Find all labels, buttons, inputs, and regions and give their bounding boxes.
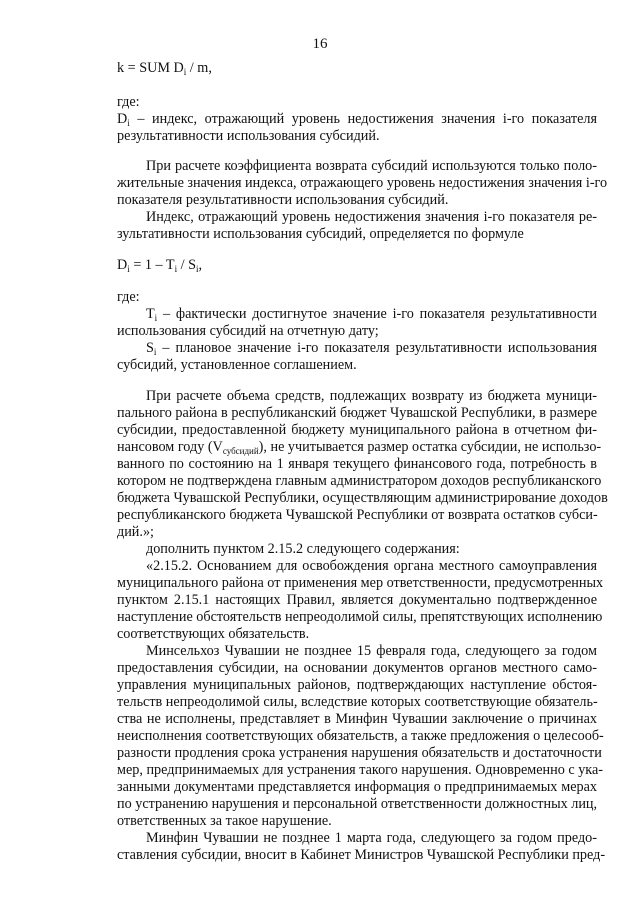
paragraph-line: жительные значения индекса, отражающего уровень недостижения значения i-го — [117, 175, 608, 191]
paragraph-line: пального района в республиканский бюджет Чувашской Республики, в размере — [117, 405, 597, 421]
paragraph-line: соответствующих обязательств. — [117, 626, 310, 642]
paragraph-line: неисполнения соответствующих обязательств, а также предложения о целесооб- — [117, 728, 604, 744]
paragraph-line: Минфин Чувашии не позднее 1 марта года, следующего за годом предо- — [146, 830, 597, 846]
paragraph-line: пунктом 2.15.1 настоящих Правил, является документально подтвержденное — [117, 592, 597, 608]
paragraph-line: дополнить пунктом 2.15.2 следующего содержания: — [146, 541, 460, 557]
paragraph-line: При расчете объема средств, подлежащих возврату из бюджета муници- — [146, 388, 597, 404]
paragraph-line: ответственных за такое нарушение. — [117, 813, 332, 829]
formula-d: $D_i = 1 - T_i / S_i$, — [117, 257, 203, 274]
paragraph-line: ства не исполнены, представляет в Минфин Чувашии заключение о причинах — [117, 711, 597, 727]
paragraph-line: предоставления субсидии, на основании документов органов местного само- — [117, 660, 597, 676]
paragraph-line: наступление обстоятельств непреодолимой силы, препятствующих исполнению — [117, 609, 603, 625]
paragraph-line: дий.»; — [117, 524, 154, 540]
definition-t: $T_i$ – фактически достигнутое значение i-го показателя результативности — [146, 306, 597, 323]
formula-k: k = SUM $D_i$ / m, — [117, 60, 212, 77]
paragraph-line: ставления субсидии, вносит в Кабинет Министров Чувашской Республики пред- — [117, 847, 606, 863]
paragraph-line: управления муниципальных районов, подтверждающих наступление обстоя- — [117, 677, 597, 693]
paragraph-line: зультативности использования субсидий, определяется по формуле — [117, 226, 524, 242]
paragraph-line: по устранению нарушения и персональной ответственности должностных лиц, — [117, 796, 598, 812]
paragraph-line: «2.15.2. Основанием для освобождения органа местного самоуправления — [146, 558, 597, 574]
definition-d: $D_i$ – индекс, отражающий уровень недостижения значения i-го показателя — [117, 111, 597, 128]
definition-t-cont: использования субсидий на отчетную дату; — [117, 323, 379, 339]
where-label: где: — [117, 94, 140, 110]
paragraph-line: тельств непреодолимой силы, вследствие которых соответствующие обязатель- — [117, 694, 598, 710]
definition-s-cont: субсидий, установленное соглашением. — [117, 357, 357, 373]
paragraph-line: мер, предпринимаемых для устранения такого нарушения. Одновременно с ука- — [117, 762, 603, 778]
paragraph-line: разности продления срока устранения нарушения обязательств и достаточности — [117, 745, 602, 761]
paragraph-line: Минсельхоз Чувашии не позднее 15 февраля года, следующего за годом — [146, 643, 597, 659]
paragraph-line: Индекс, отражающий уровень недостижения значения i-го показателя ре- — [146, 209, 597, 225]
paragraph-line: При расчете коэффициента возврата субсидий используются только поло- — [146, 158, 597, 174]
paragraph-line: ванного по состоянию на 1 января текущего финансового года, потребность в — [117, 456, 597, 472]
paragraph-line: котором не подтверждена главным администратором доходов республиканского — [117, 473, 602, 489]
paragraph-line: бюджета Чувашской Республики, осуществляющим администрирование доходов — [117, 490, 608, 506]
paragraph-line: показателя результативности использования субсидий. — [117, 192, 449, 208]
paragraph-line: нансовом году $(V_{субсидий})$, не учитывается размер остатка субсидии, не использо- — [117, 439, 602, 456]
paragraph-line: муниципального района от применения мер ответственности, предусмотренных — [117, 575, 604, 591]
page-number: 16 — [312, 36, 328, 52]
definition-d-cont: результативности использования субсидий. — [117, 128, 380, 144]
paragraph-line: занными документами представляется информация о предпринимаемых мерах — [117, 779, 597, 795]
where-label: где: — [117, 289, 140, 305]
paragraph-line: республиканского бюджета Чувашской Республики от возврата остатков субси- — [117, 507, 598, 523]
paragraph-line: субсидии, предоставленной бюджету муниципального района в отчетном фи- — [117, 422, 597, 438]
definition-s: $S_i$ – плановое значение i-го показателя результативности использования — [146, 340, 597, 357]
